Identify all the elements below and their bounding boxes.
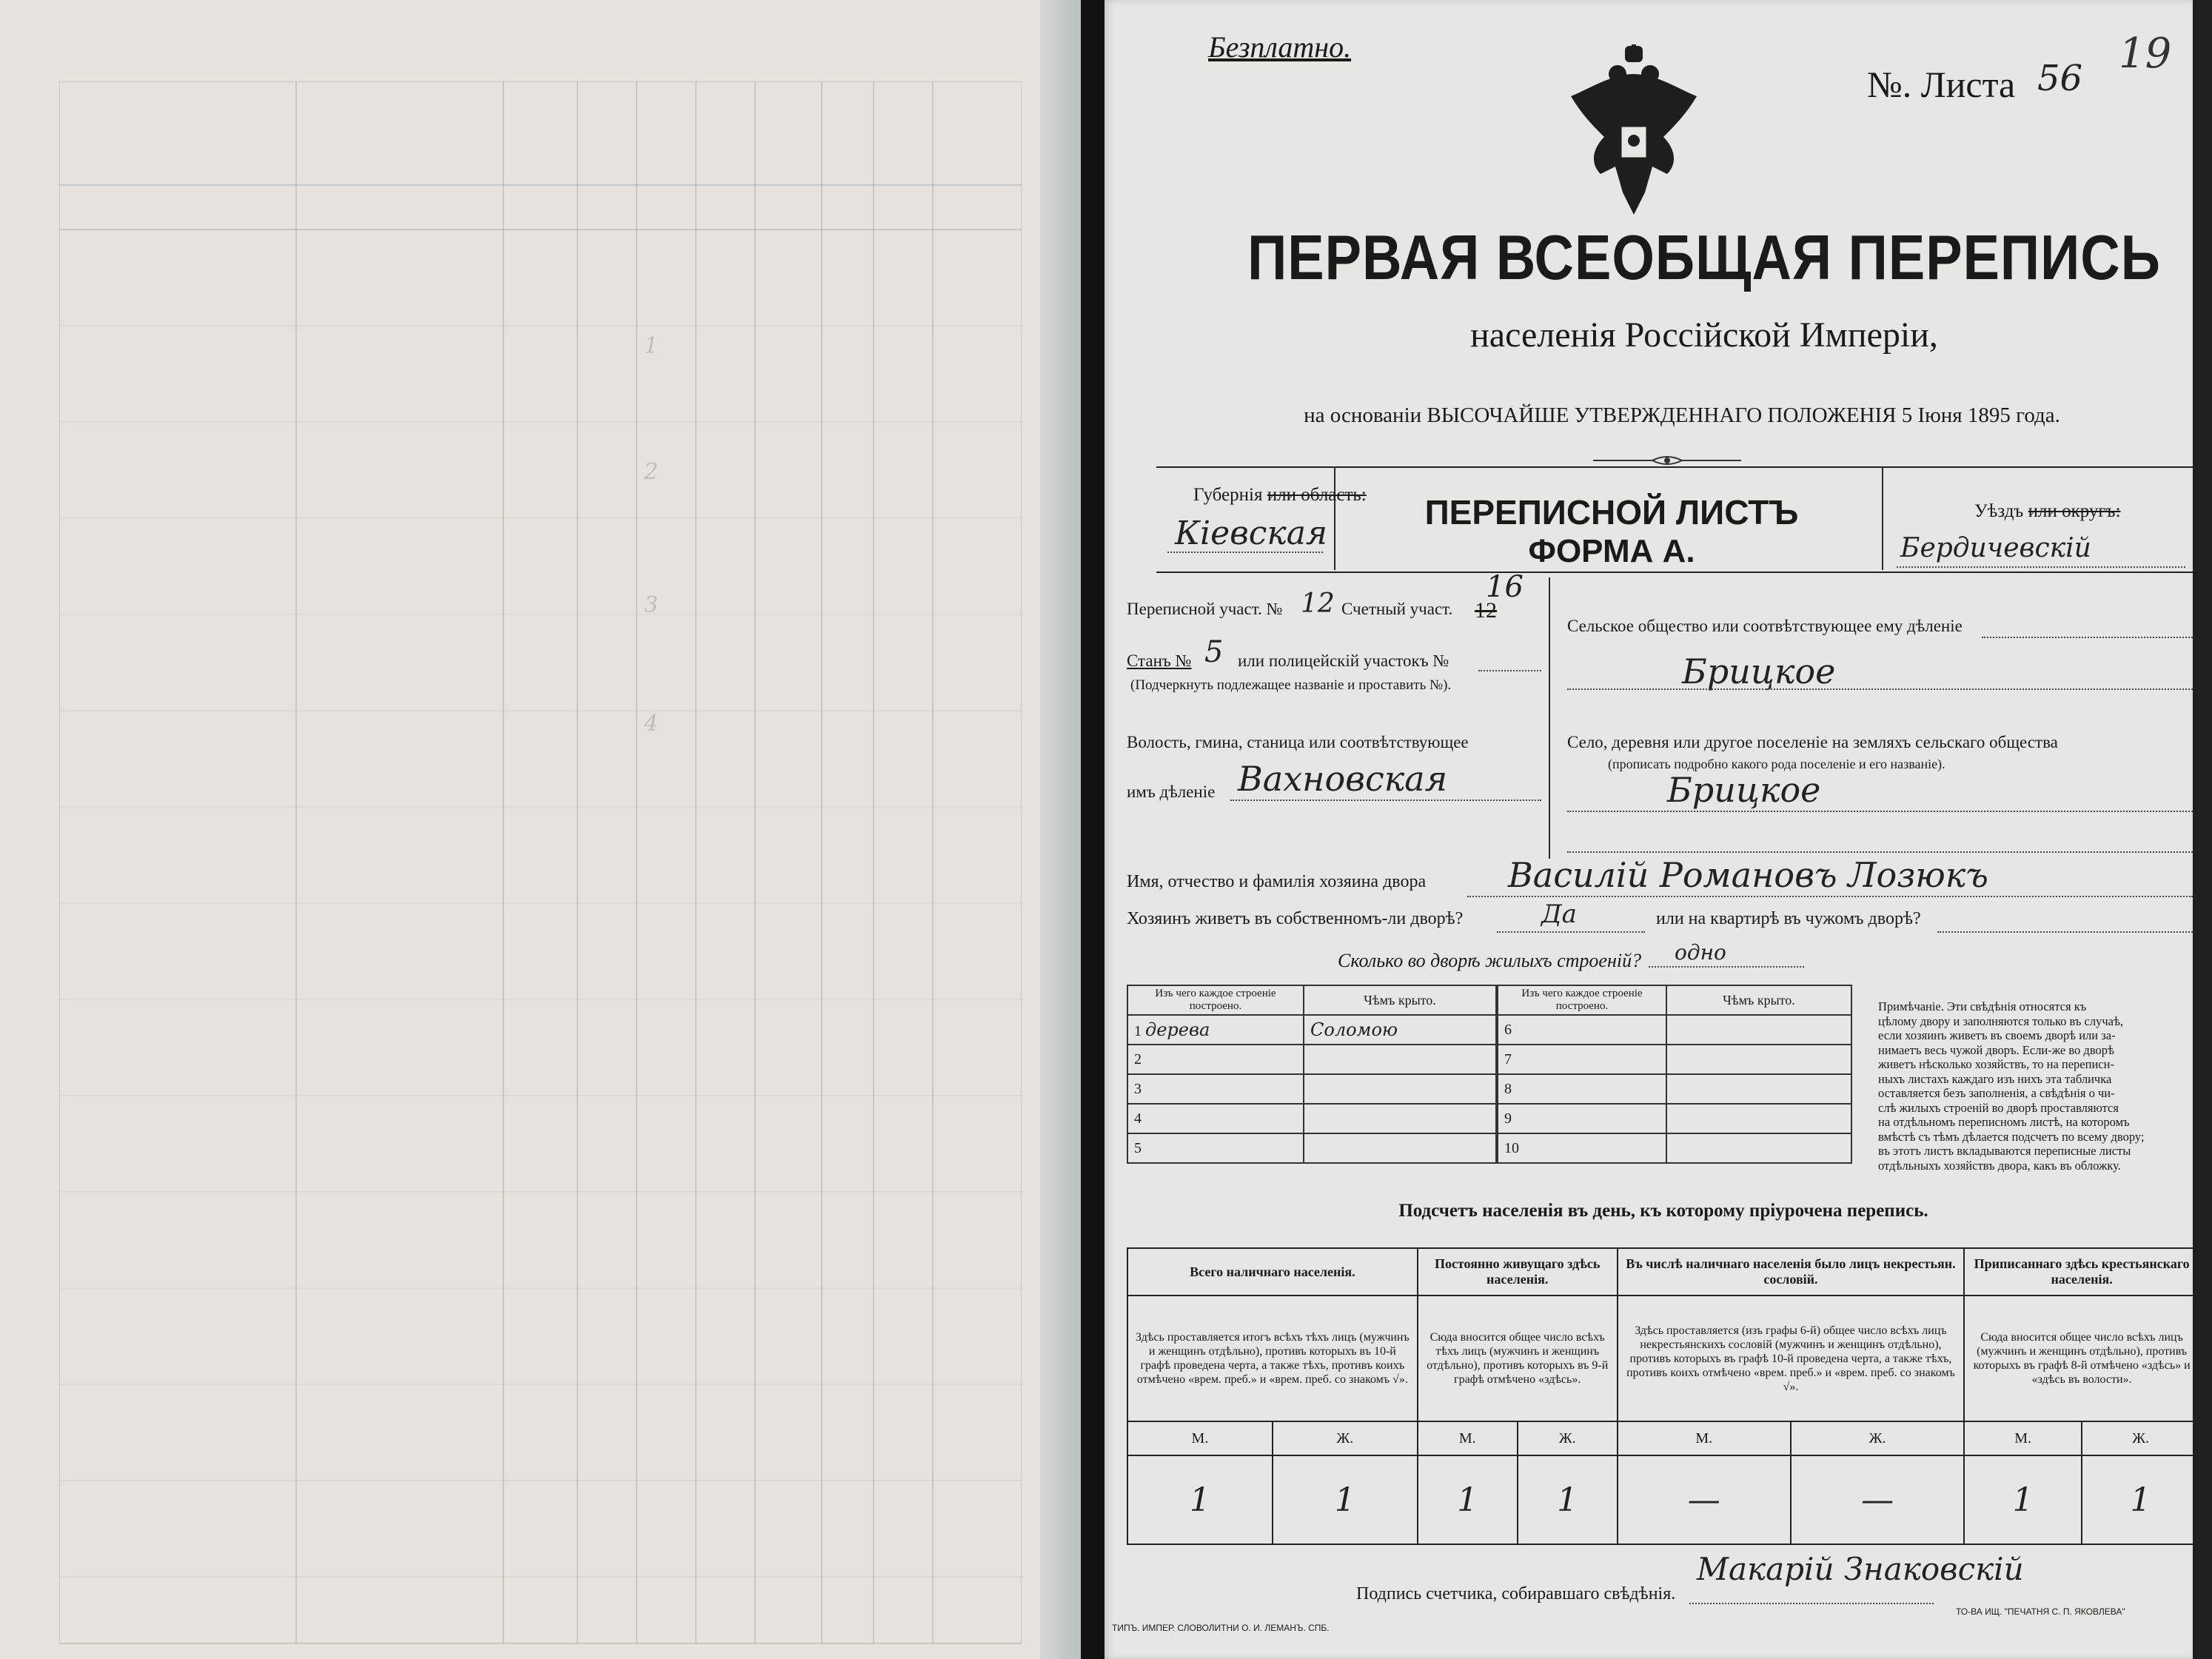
form-subtitle: населенія Россійской Имперіи, — [1470, 315, 1938, 355]
signature-label: Подпись счетчика, собиравшаго свѣдѣнія. — [1356, 1584, 1676, 1603]
buildings-count-label: Сколько во дворѣ жилыхъ строеній? — [1338, 950, 1642, 971]
stan-note: (Подчеркнуть подлежащее названіе и проставить №). — [1130, 677, 1452, 693]
table-row: 5 — [1127, 1133, 1496, 1163]
printer-right: ТО-ВА ИЩ. "ПЕЧАТНЯ С. П. ЯКОВЛЕВА" — [1956, 1606, 2125, 1617]
count-values-row: 1 1 1 1 — — 1 1 — [1127, 1455, 2199, 1544]
count-title: Подсчетъ населенія въ день, къ которому пріурочена перепись. — [1398, 1201, 1928, 1221]
census-area-label: Переписной участ. № — [1127, 600, 1283, 618]
imperial-eagle-icon — [1560, 44, 1708, 222]
table-row: 2 — [1127, 1045, 1496, 1074]
corner-number: 19 — [2119, 30, 2172, 78]
table-row: 3 — [1127, 1074, 1496, 1104]
legal-basis: на основаніи ВЫСОЧАЙШЕ УТВЕРЖДЕННАГО ПОЛОЖЕНІЯ 5 Іюня 1895 года. — [1304, 403, 2060, 427]
table-row: 8 — [1498, 1074, 1851, 1104]
signature-value: Макарій Знаковскій — [1697, 1551, 2024, 1587]
table-row: 1 дерева Соломою — [1127, 1015, 1496, 1045]
ghost-mark-2: 2 — [644, 459, 659, 485]
sheet-no-label: №. Листа — [1867, 64, 2016, 105]
society-value: Брицкое — [1682, 651, 1836, 691]
rent-label: или на квартирѣ въ чужомъ дворѣ? — [1656, 909, 1921, 928]
village-label: Село, деревня или другое поселеніе на земляхъ сельскаго общества — [1567, 733, 2058, 751]
ornament-divider — [1593, 453, 1741, 468]
page-edge — [2193, 0, 2212, 1659]
gubernia-value: Кіевская — [1175, 515, 1328, 552]
faded-table-grid — [59, 81, 1022, 1651]
sheet-type-title: ПЕРЕПИСНОЙ ЛИСТЪ — [1424, 493, 1799, 532]
volost-label-2: имъ дѣленіе — [1127, 782, 1216, 801]
village-value: Брицкое — [1667, 770, 1821, 810]
table-row: 4 — [1127, 1104, 1496, 1133]
uezd-value: Бердичевскій — [1900, 533, 2091, 563]
note-block: Примѣчаніе. Эти свѣдѣнія относятся къ цѣлому двору и заполняются только въ случаѣ, если хозяинъ живетъ въ своемъ дворѣ или за- нимаетъ весь чужой дворъ. Если-же во дворѣ живетъ нѣсколько хозяйствъ, то на переписн- ныхъ листахъ каждаго изъ нихъ эта табличка оставляется безъ заполненія, а свѣдѣнія о чи- слѣ жилыхъ строеній во дворѣ проставляются на отдѣльномъ переписномъ листѣ, на которомъ вмѣстѣ съ тѣмъ дѣлается подсчетъ по всему двору; въ этотъ листъ вкладываются переписные листы отдѣльныхъ хозяйствъ двора, какъ въ обложку. — [1878, 999, 2145, 1173]
society-label: Сельское общество или соотвѣтствующее ему дѣленіе — [1567, 617, 1963, 635]
free-label: Безплатно. — [1208, 30, 1352, 64]
owner-name-value: Василій Романовъ Лозюкъ — [1508, 855, 1988, 895]
table-row: 6 — [1498, 1015, 1851, 1045]
col-material: Изъ чего каждое строеніе построено. — [1127, 985, 1304, 1015]
table-row: 7 — [1498, 1045, 1851, 1074]
ghost-mark-3: 3 — [644, 592, 659, 618]
count-area-struck: 12 — [1475, 598, 1497, 623]
buildings-table-right: Изъ чего каждое строеніе построено. Чѣмъ крыто. 6 7 8 9 10 — [1497, 985, 1852, 1164]
ghost-mark-4: 4 — [644, 711, 659, 737]
printer-left: ТИПЪ. ИМПЕР. СЛОВОЛИТНИ О. И. ЛЕМАНЪ. СПБ. — [1112, 1623, 1330, 1633]
table-row: 10 — [1498, 1133, 1851, 1163]
population-count-table: Всего наличнаго населенія. Постоянно живущаго здѣсь населенія. Въ числѣ наличнаго населенія было лицъ некрестьян. сословій. Приписаннаго здѣсь крестьянскаго населенія. Здѣсь проставляется итогъ всѣхъ тѣхъ лицъ (мужчинъ и женщинъ отдѣльно), противъ которыхъ въ 10-й графѣ проведена черта, а также тѣхъ, противъ коихъ отмѣчено «врем. преб.» и «врем. преб. со знакомъ √». Сюда вносится общее число всѣхъ тѣхъ лицъ (мужчинъ и женщинъ отдѣльно), противъ которыхъ въ 9-й графѣ отмѣчено «здѣсь». Здѣсь проставляется (изъ графы 6-й) общее число всѣхъ лицъ некрестьянскихъ сословій (мужчинъ и женщинъ отдѣльно), противъ которыхъ въ графѣ 10-й проведена черта, а также тѣхъ, противъ коихъ отмѣчено «врем. преб.» и «врем. преб. со знакомъ √». Сюда вносится общее число всѣхъ лицъ (мужчинъ и женщинъ отдѣльно), противъ которыхъ въ графѣ 8-й отмѣчено «здѣсь» и «здѣсь въ волости». М. Ж. М. Ж. М. Ж. М. Ж. 1 1 1 1 — — 1 1 — [1127, 1247, 2200, 1545]
col-roof: Чѣмъ крыто. — [1304, 985, 1496, 1015]
form-title: ПЕРВАЯ ВСЕОБЩАЯ ПЕРЕПИСЬ — [1247, 221, 2161, 293]
volost-value: Вахновская — [1238, 759, 1448, 799]
count-area-label: Счетный участ. — [1341, 600, 1453, 618]
left-page — [0, 0, 1040, 1659]
stan-label: Станъ № — [1127, 651, 1192, 670]
census-form-page — [1105, 0, 2193, 1659]
page-gap — [1081, 0, 1105, 1659]
table-row: 9 — [1498, 1104, 1851, 1133]
uezd-label: Уѣздъ или округъ: — [1974, 501, 2121, 521]
sheet-no-value: 56 — [2037, 58, 2083, 99]
own-yard-value: Да — [1541, 899, 1577, 929]
count-area-value: 16 — [1486, 570, 1524, 604]
own-yard-label: Хозяинъ живетъ въ собственномъ-ли дворѣ? — [1127, 909, 1464, 928]
owner-name-label: Имя, отчество и фамилія хозяина двора — [1127, 872, 1427, 891]
buildings-table-left — [1127, 985, 1497, 1164]
village-note: (прописать подробно какого рода поселеніе и его названіе). — [1608, 757, 1945, 771]
volost-label: Волость, гмина, станица или соотвѣтствующее — [1127, 733, 1469, 751]
gubernia-label: Губернія или область: — [1193, 485, 1367, 505]
ghost-mark-1: 1 — [644, 333, 659, 359]
census-area-value: 12 — [1301, 589, 1335, 619]
buildings-count-value: одно — [1675, 940, 1726, 965]
police-label: или полицейскій участокъ № — [1238, 651, 1449, 670]
stan-value: 5 — [1204, 635, 1224, 669]
form-name: ФОРМА А. — [1528, 533, 1695, 569]
